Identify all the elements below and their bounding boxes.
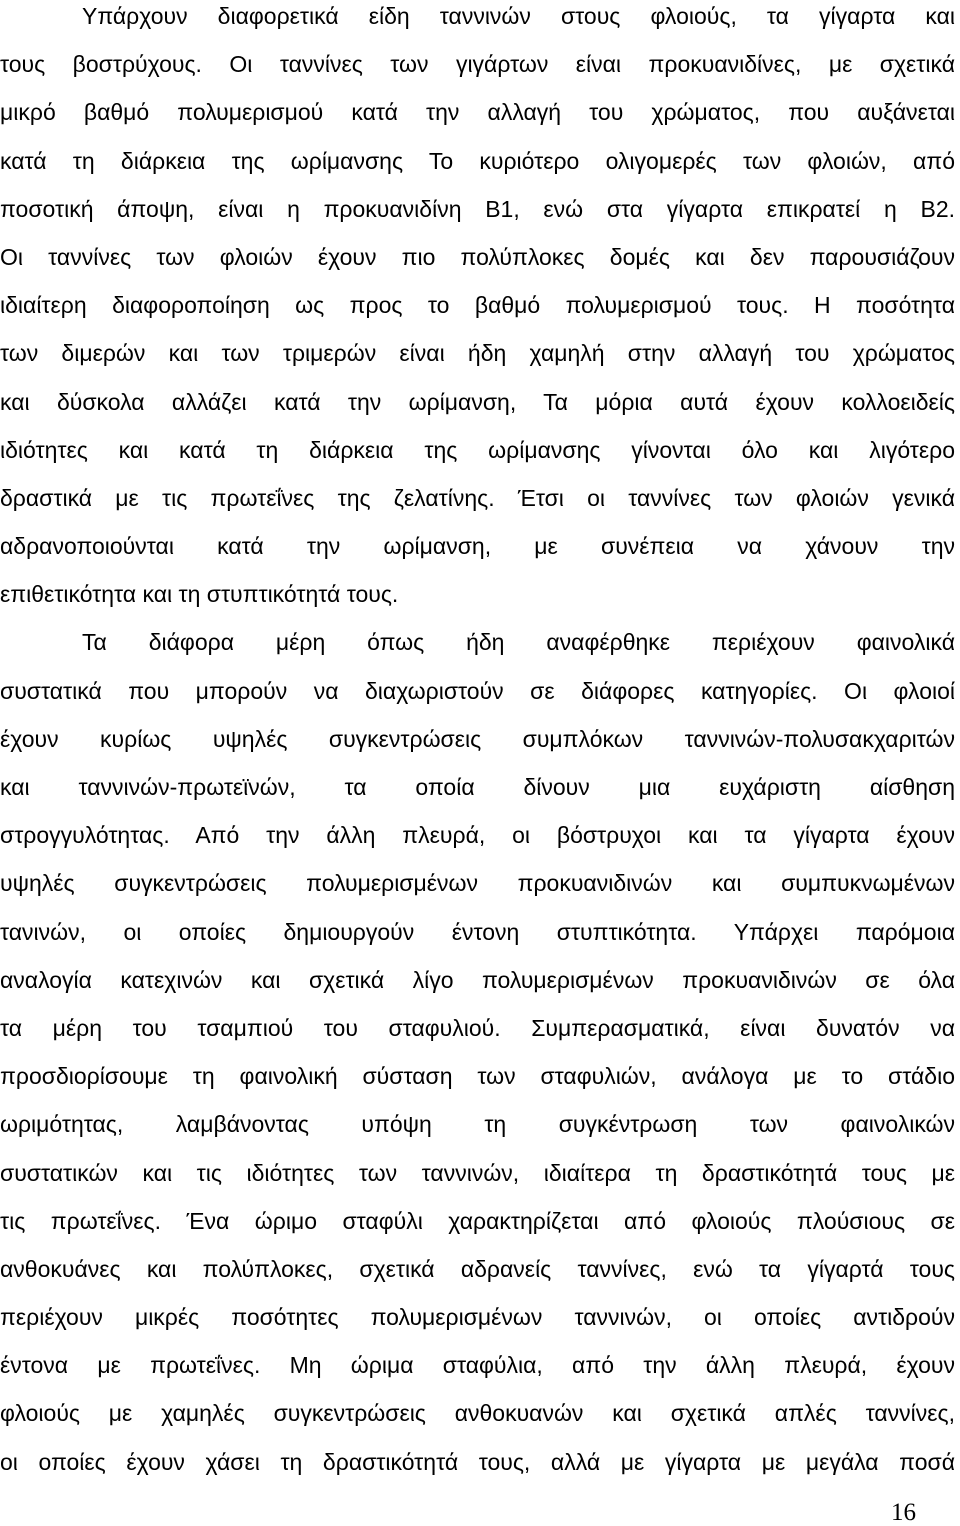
text-line: ιδιότητες και κατά τη διάρκεια της ωρίμανσης γίνονται όλο και λιγότερο [0, 436, 955, 463]
text-line: έχουν κυρίως υψηλές συγκεντρώσεις συμπλόκων ταννινών-πολυσακχαριτών [0, 725, 955, 752]
text-line: αδρανοποιούνται κατά την ωρίμανση, με συνέπεια να χάνουν την [0, 533, 955, 560]
text-line: και δύσκολα αλλάζει κατά την ωρίμανση, Τα μόρια αυτά έχουν κολλοειδείς [0, 388, 955, 415]
text-line: κατά τη διάρκεια της ωρίμανσης Το κυριότερο ολιγομερές των φλοιών, από [0, 147, 955, 174]
text-line: προσδιορίσουμε τη φαινολική σύσταση των σταφυλιών, ανάλογα με το στάδιο [0, 1063, 955, 1090]
text-line: περιέχουν μικρές ποσότητες πολυμερισμένων ταννινών, οι οποίες αντιδρούν [0, 1304, 955, 1331]
text-line: υψηλές συγκεντρώσεις πολυμερισμένων προκυανιδινών και συμπυκνωμένων [0, 870, 955, 897]
text-line: οι οποίες έχουν χάσει τη δραστικότητά τους, αλλά με γίγαρτα με μεγάλα ποσά [0, 1448, 955, 1475]
text-line: αναλογία κατεχινών και σχετικά λίγο πολυμερισμένων προκυανιδινών σε όλα [0, 966, 955, 993]
text-line: έντονα με πρωτεΐνες. Μη ώριμα σταφύλια, από την άλλη πλευρά, έχουν [0, 1352, 955, 1379]
text-line: Οι ταννίνες των φλοιών έχουν πιο πολύπλοκες δομές και δεν παρουσιάζουν [0, 243, 955, 270]
text-line: στρογγυλότητας. Από την άλλη πλευρά, οι βόστρυχοι και τα γίγαρτα έχουν [0, 822, 955, 849]
text-line: τανινών, οι οποίες δημιουργούν έντονη στυπτικότητα. Υπάρχει παρόμοια [0, 918, 955, 945]
text-line: συστατικά που μπορούν να διαχωριστούν σε διάφορες κατηγορίες. Οι φλοιοί [0, 677, 955, 704]
text-line: μικρό βαθμό πολυμερισμού κατά την αλλαγή του χρώματος, που αυξάνεται [0, 99, 955, 126]
text-line: φλοιούς με χαμηλές συγκεντρώσεις ανθοκυανών και σχετικά απλές ταννίνες, [0, 1400, 955, 1427]
text-line: Υπάρχουν διαφορετικά είδη ταννινών στους φλοιούς, τα γίγαρτα και [82, 3, 955, 29]
text-line: ποσοτική άποψη, είναι η προκυανιδίνη Β1, ενώ στα γίγαρτα επικρατεί η Β2. [0, 195, 955, 222]
text-line: των διμερών και των τριμερών είναι ήδη χαμηλή στην αλλαγή του χρώματος [0, 340, 955, 367]
text-line: επιθετικότητα και τη στυπτικότητά τους. [0, 581, 399, 608]
text-line: ανθοκυάνες και πολύπλοκες, σχετικά αδρανείς ταννίνες, ενώ τα γίγαρτά τους [0, 1255, 955, 1282]
text-line: συστατικών και τις ιδιότητες των ταννινών, ιδιαίτερα τη δραστικότητά τους με [0, 1159, 955, 1186]
text-line: τους βοστρύχους. Οι ταννίνες των γιγάρτων είναι προκυανιδίνες, με σχετικά [0, 51, 955, 78]
text-line: Τα διάφορα μέρη όπως ήδη αναφέρθηκε περιέχουν φαινολικά [82, 629, 955, 656]
page-number: 16 [891, 1499, 916, 1526]
text-line: τις πρωτεΐνες. Ένα ώριμο σταφύλι χαρακτηρίζεται από φλοιούς πλούσιους σε [0, 1207, 955, 1234]
text-line: τα μέρη του τσαμπιού του σταφυλιού. Συμπερασματικά, είναι δυνατόν να [0, 1014, 955, 1041]
text-line: δραστικά με τις πρωτεΐνες της ζελατίνης. Έτσι οι ταννίνες των φλοιών γενικά [0, 484, 955, 511]
text-line: και ταννινών-πρωτεϊνών, τα οποία δίνουν μια ευχάριστη αίσθηση [0, 774, 955, 800]
text-line: ωριμότητας, λαμβάνοντας υπόψη τη συγκέντρωση των φαινολικών [0, 1111, 955, 1138]
text-line: ιδιαίτερη διαφοροποίηση ως προς το βαθμό πολυμερισμού τους. Η ποσότητα [0, 292, 955, 319]
